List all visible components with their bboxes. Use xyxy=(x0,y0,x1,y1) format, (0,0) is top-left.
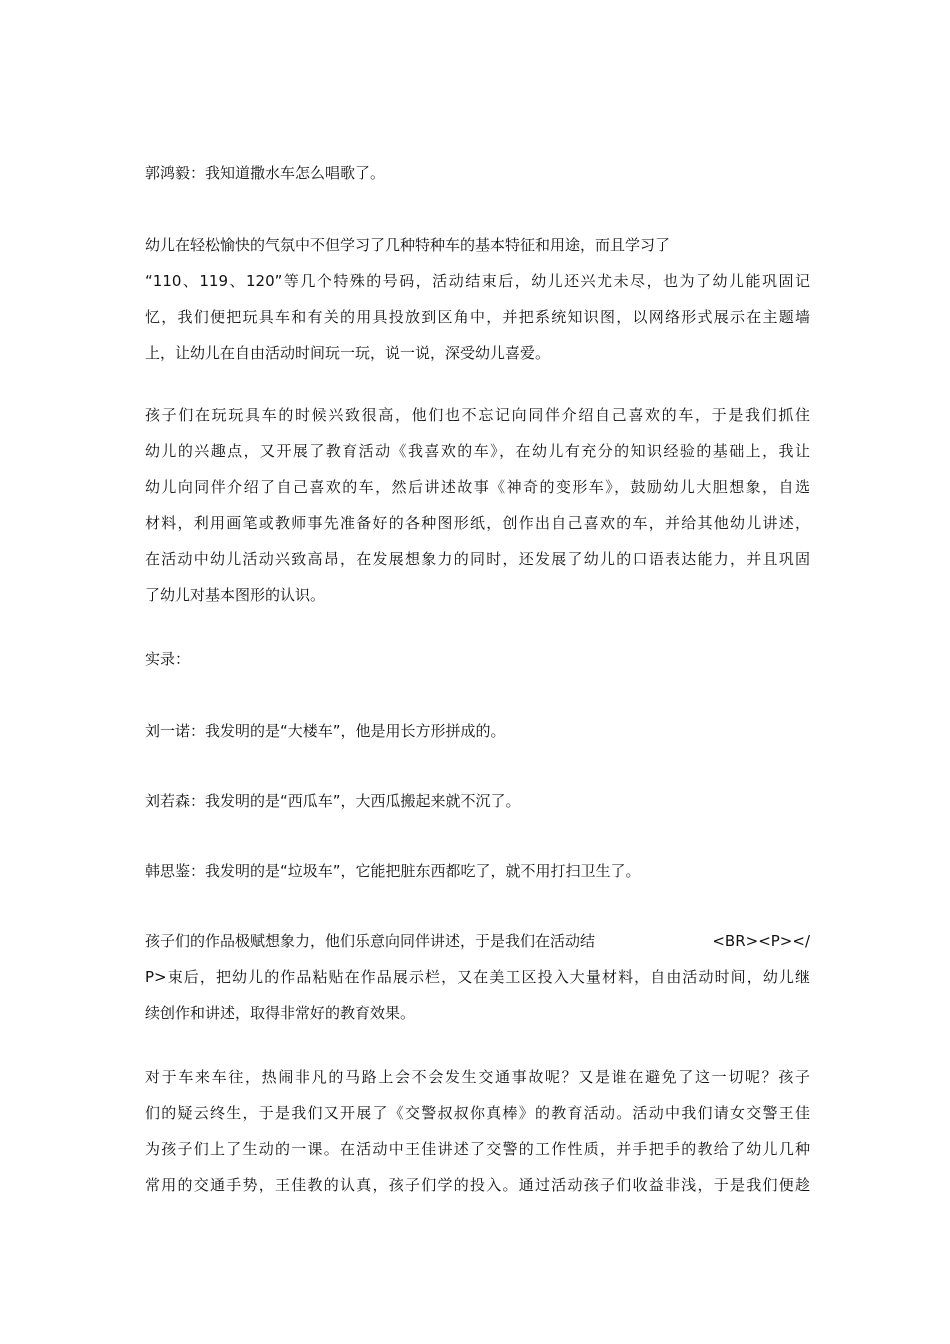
text-line: 们的疑云终生，于是我们又开展了《交警叔叔你真棒》的教育活动。活动中我们请女交警王佳 xyxy=(145,1104,810,1122)
text-line: 在活动中幼儿活动兴致高昂，在发展想象力的同时，还发展了幼儿的口语表达能力，并且巩固 xyxy=(145,550,810,568)
paragraph-artwork-display xyxy=(145,923,810,1031)
text-line: 材料，利用画笔或教师事先准备好的各种图形纸，创作出自己喜欢的车，并给其他幼儿讲述， xyxy=(145,514,810,532)
text-line: 常用的交通手势，王佳教的认真，孩子们学的投入。通过活动孩子们收益非浅，于是我们便趁 xyxy=(145,1176,810,1194)
paragraph-record-heading xyxy=(145,641,810,677)
text-line: 续创作和讲述，取得非常好的教育效果。 xyxy=(145,1004,416,1022)
paragraph-guo-hongyi xyxy=(145,155,810,191)
text-line: 了幼儿对基本图形的认识。 xyxy=(145,586,326,604)
paragraph-traffic-police xyxy=(145,1059,810,1203)
paragraph-han-sijian xyxy=(145,853,810,889)
text-line: “110、119、120”等几个特殊的号码，活动结束后，幼儿还兴尤未尽，也为了幼儿能巩固记 xyxy=(145,272,810,290)
text-line: 幼儿的兴趣点，又开展了教育活动《我喜欢的车》，在幼儿有充分的知识经验的基础上，我让 xyxy=(145,442,810,460)
text-line-split xyxy=(145,923,810,959)
text-line: 韩思鉴：我发明的是“垃圾车”，它能把脏东西都吃了，就不用打扫卫生了。 xyxy=(145,862,641,880)
text-line: P>束后，把幼儿的作品粘贴在作品展示栏，又在美工区投入大量材料，自由活动时间，幼儿继 xyxy=(145,968,810,986)
text-line: 郭鸿毅：我知道撒水车怎么唱歌了。 xyxy=(145,164,386,182)
text-line: 幼儿在轻松愉快的气氛中不但学习了几种特种车的基本特征和用途，而且学习了 xyxy=(145,236,671,254)
text-line: 刘若森：我发明的是“西瓜车”，大西瓜搬起来就不沉了。 xyxy=(145,792,521,810)
text-line: 忆，我们便把玩具车和有关的用具投放到区角中，并把系统知识图，以网络形式展示在主题墙 xyxy=(145,308,810,326)
text-line: 实录： xyxy=(145,650,191,668)
paragraph-special-vehicles xyxy=(145,227,810,371)
text-line: 刘一诺：我发明的是“大楼车”，他是用长方形拼成的。 xyxy=(145,722,506,740)
paragraph-liu-yinuo xyxy=(145,713,810,749)
text-line: 对于车来车往，热闹非凡的马路上会不会发生交通事故呢？又是谁在避免了这一切呢？孩子 xyxy=(145,1068,810,1086)
paragraph-liu-ruosen xyxy=(145,783,810,819)
text-line: 幼儿向同伴介绍了自己喜欢的车，然后讲述故事《神奇的变形车》，鼓励幼儿大胆想象，自选 xyxy=(145,478,810,496)
text-line: 孩子们在玩玩具车的时候兴致很高，他们也不忘记向同伴介绍自己喜欢的车，于是我们抓住 xyxy=(145,406,810,424)
html-tag-fragment: <BR><P></ xyxy=(712,932,810,950)
text-line: 孩子们的作品极赋想象力，他们乐意向同伴讲述，于是我们在活动结 xyxy=(145,932,596,950)
paragraph-toy-cars xyxy=(145,397,810,613)
text-line: 上，让幼儿在自由活动时间玩一玩，说一说，深受幼儿喜爱。 xyxy=(145,344,551,362)
text-line: 为孩子们上了生动的一课。在活动中王佳讲述了交警的工作性质，并手把手的教给了幼儿几种 xyxy=(145,1140,810,1158)
